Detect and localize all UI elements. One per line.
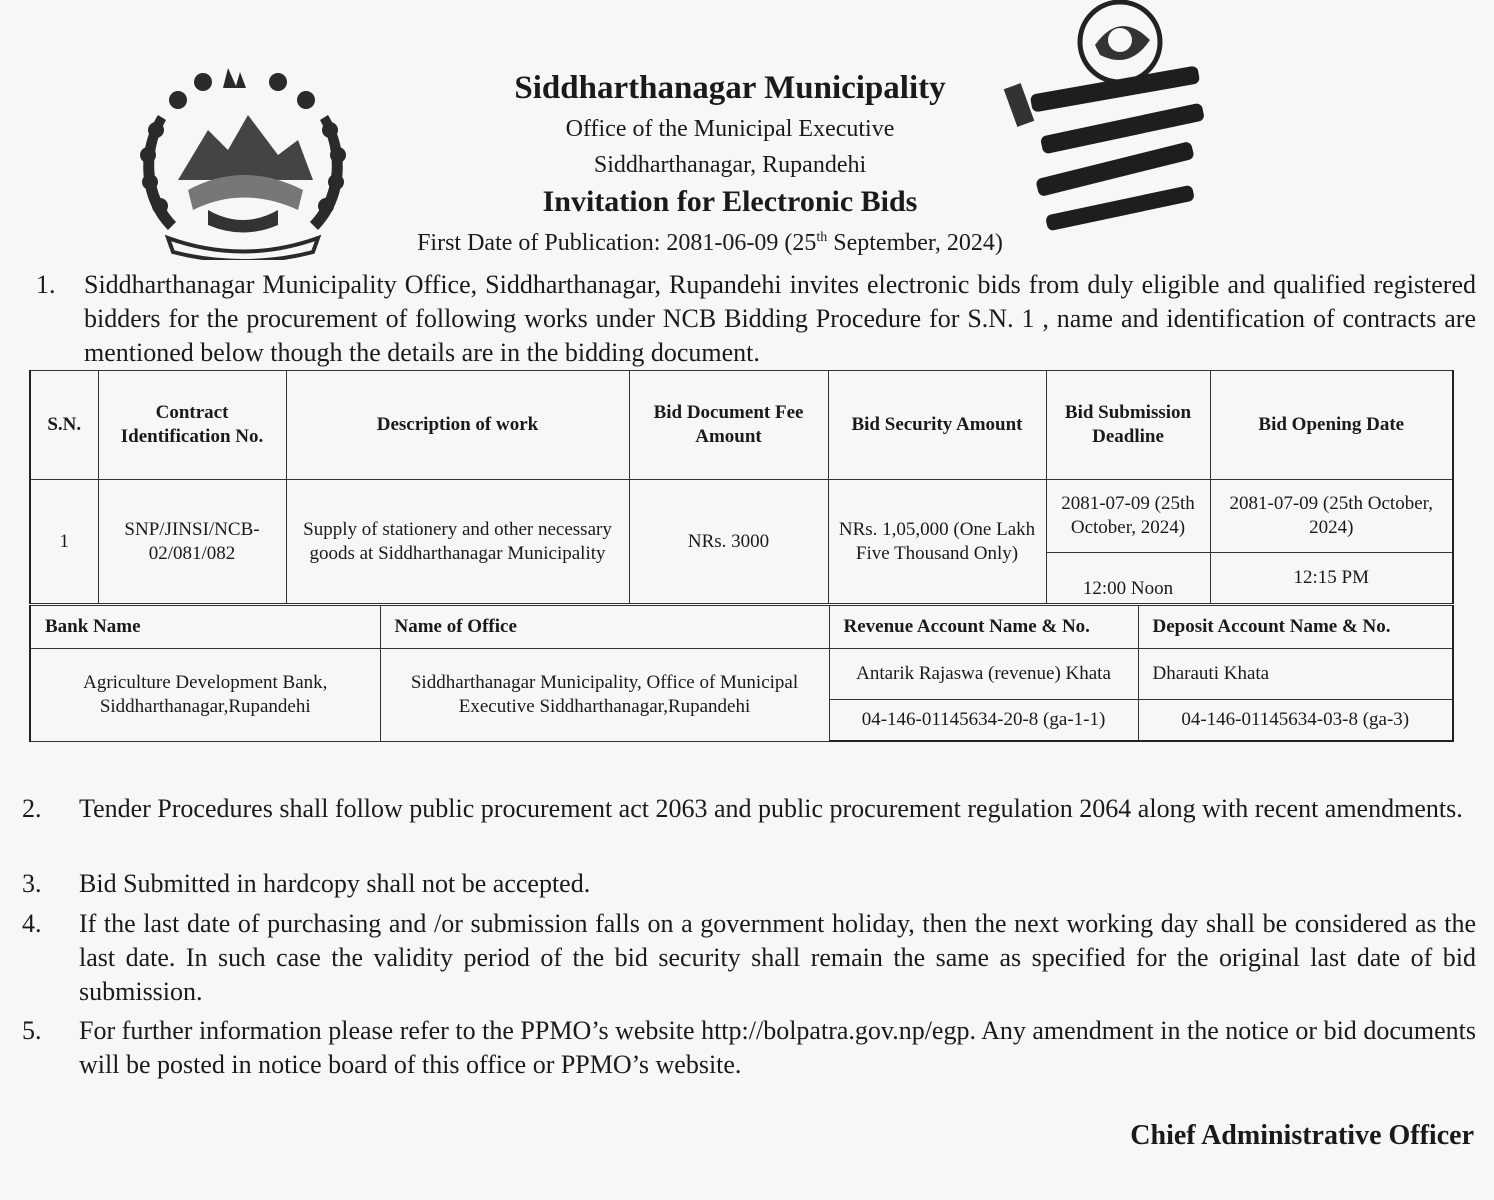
item-number: 5. — [22, 1016, 42, 1045]
office-name: Office of the Municipal Executive — [565, 116, 895, 142]
header-description: Description of work — [286, 371, 629, 480]
cell-office-name: Siddharthanagar Municipality, Office of Municipal Executive Siddharthanagar,Rupandehi — [380, 649, 829, 742]
item-number: 1. — [36, 270, 56, 299]
cell-security: NRs. 1,05,000 (One Lakh Five Thousand Only) — [828, 480, 1046, 604]
intro-text: Siddharthanagar Municipality Office, Siddharthanagar, Rupandehi invites electronic bids from duly eligible and qualified registered bidders for the procurement of following works under NCB Bidding Procedure for S.N. 1 , name and identification of contracts are mentioned below though the details are in the bidding document. — [84, 270, 1476, 367]
header-security: Bid Security Amount — [828, 371, 1046, 480]
intro-paragraph — [36, 268, 1476, 370]
cell-sn: 1 — [30, 480, 98, 604]
header-fee: Bid Document Fee Amount — [629, 371, 828, 480]
publication-date: First Date of Publication: 2081-06-09 (25th September, 2024) — [417, 230, 1003, 256]
notice-title: Invitation for Electronic Bids — [542, 185, 918, 218]
signatory-title: Chief Administrative Officer — [1130, 1120, 1474, 1151]
table-row — [30, 480, 1453, 553]
cell-deadline-date: 2081-07-09 (25th October, 2024) — [1046, 480, 1210, 553]
municipality-name: Siddharthanagar Municipality — [514, 70, 946, 106]
cell-opening-date: 2081-07-09 (25th October, 2024) — [1210, 480, 1453, 553]
item-number: 4. — [22, 909, 42, 938]
cell-opening-time: 12:15 PM — [1210, 553, 1453, 604]
office-location: Siddharthanagar, Rupandehi — [593, 152, 867, 178]
bank-details-table — [29, 605, 1454, 742]
item-text: Bid Submitted in hardcopy shall not be accepted. — [79, 869, 591, 898]
list-item — [22, 792, 1476, 826]
header-sn: S.N. — [30, 371, 98, 480]
cell-contract-id: SNP/JINSI/NCB-02/081/082 — [98, 480, 286, 604]
header-bank-name: Bank Name — [30, 606, 380, 649]
table-header-row — [30, 371, 1453, 480]
bid-details-table — [29, 370, 1454, 604]
item-number: 2. — [22, 794, 42, 823]
item-number: 3. — [22, 869, 42, 898]
item-text: Tender Procedures shall follow public procurement act 2063 and public procurement regulation 2064 along with recent amendments. — [79, 794, 1463, 823]
header-office-name: Name of Office — [380, 606, 829, 649]
bank-header-row — [30, 606, 1453, 649]
table-row — [30, 649, 1453, 700]
cell-deposit-number: 04-146-01145634-03-8 (ga-3) — [1138, 700, 1453, 742]
list-item — [22, 907, 1476, 1009]
header-contract-id: Contract Identification No. — [98, 371, 286, 480]
cell-description: Supply of stationery and other necessary goods at Siddharthanagar Municipality — [286, 480, 629, 604]
list-item — [22, 1014, 1476, 1082]
cell-deadline-time: 12:00 Noon — [1046, 553, 1210, 604]
cell-fee: NRs. 3000 — [629, 480, 828, 604]
nepal-government-emblem-icon — [128, 60, 358, 260]
item-text: If the last date of purchasing and /or submission falls on a government holiday, then the next working day shall be considered as the last date. In such case the validity period of the bid security shall remain the same as specified for the original last date of bid submission. — [79, 909, 1476, 1006]
cell-revenue-name: Antarik Rajaswa (revenue) Khata — [829, 649, 1138, 700]
item-text: For further information please refer to the PPMO’s website http://bolpatra.gov.np/egp. Any amendment in the notice or bid documents will be posted in notice board of this office or PPMO’s website. — [79, 1016, 1476, 1079]
header-revenue-account: Revenue Account Name & No. — [829, 606, 1138, 649]
cell-revenue-number: 04-146-01145634-20-8 (ga-1-1) — [829, 700, 1138, 742]
header-opening: Bid Opening Date — [1210, 371, 1453, 480]
list-item — [22, 867, 1476, 901]
header-deadline: Bid Submission Deadline — [1046, 371, 1210, 480]
header-deposit-account: Deposit Account Name & No. — [1138, 606, 1453, 649]
cell-bank-name: Agriculture Development Bank, Siddharthanagar,Rupandehi — [30, 649, 380, 742]
cell-deposit-name: Dharauti Khata — [1138, 649, 1453, 700]
